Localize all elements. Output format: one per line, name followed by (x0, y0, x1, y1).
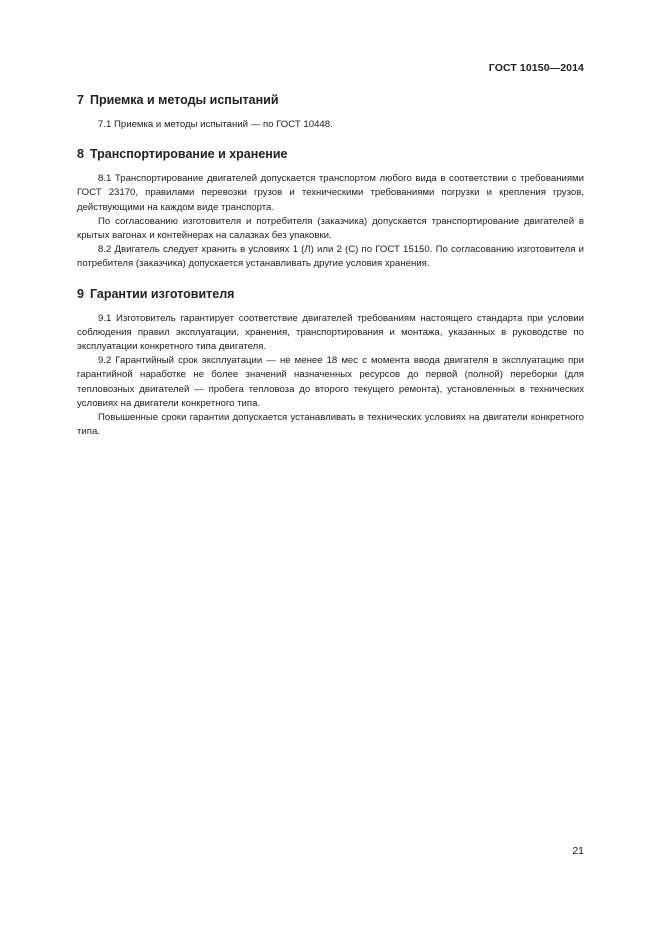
paragraph: 9.1 Изготовитель гарантирует соответствие двигателей требованиям настоящего стандарта при условии соблюдения правил эксплуатации, хранения, транспортирования и монтажа, указанных в руководстве по эксплуатации конкретного типа двигателя. (77, 312, 584, 353)
section-number: 9 (77, 286, 84, 301)
document-body (77, 92, 584, 453)
page-number: 21 (572, 845, 584, 857)
paragraph: Повышенные сроки гарантии допускается устанавливать в технических условиях на двигатели конкретного типа. (77, 412, 584, 438)
section-title: Транспортирование и хранение (89, 147, 288, 162)
paragraph: 8.2 Двигатель следует хранить в условиях 1 (Л) или 2 (С) по ГОСТ 15150. По согласованию изготовителя и потребителя (заказчика) допускается устанавливать другие условия хранения. (77, 244, 584, 270)
section-number: 7 (77, 93, 84, 107)
section-heading (77, 92, 584, 108)
paragraph: 9.2 Гарантийный срок эксплуатации — не менее 18 мес с момента ввода двигателя в эксплуатацию при гарантийной наработке не более значений назначенных ресурсов до первой (полной) переборки (для тепловозных двигателей — пробега тепловоза до второго текущего ремонта), установленных в технических условиях на двигатели конкретного типа. (77, 355, 584, 409)
paragraph: 7.1 Приемка и методы испытаний — по ГОСТ 10448. (98, 119, 333, 130)
section-title: Приемка и методы испытаний (89, 93, 279, 107)
section-title: Гарантии изготовителя (89, 286, 235, 301)
section-number: 8 (77, 147, 84, 162)
section-9 (77, 286, 584, 440)
paragraph: По согласованию изготовителя и потребителя (заказчика) допускается транспортирование двигателей в крытых вагонах и контейнерах на салазках без упаковки. (77, 215, 584, 242)
section-heading (77, 146, 584, 162)
section-heading (77, 286, 584, 302)
section-7 (77, 92, 584, 132)
paragraph: 8.1 Транспортирование двигателей допускается транспортом любого вида в соответствии с требованиями ГОСТ 23170, правилами перевозки грузов и техническими требованиями погрузки и крепления грузов, действующими на каждом виде транспорта. (77, 173, 584, 213)
section-8 (77, 146, 584, 271)
document-id-header: ГОСТ 10150—2014 (488, 62, 584, 74)
